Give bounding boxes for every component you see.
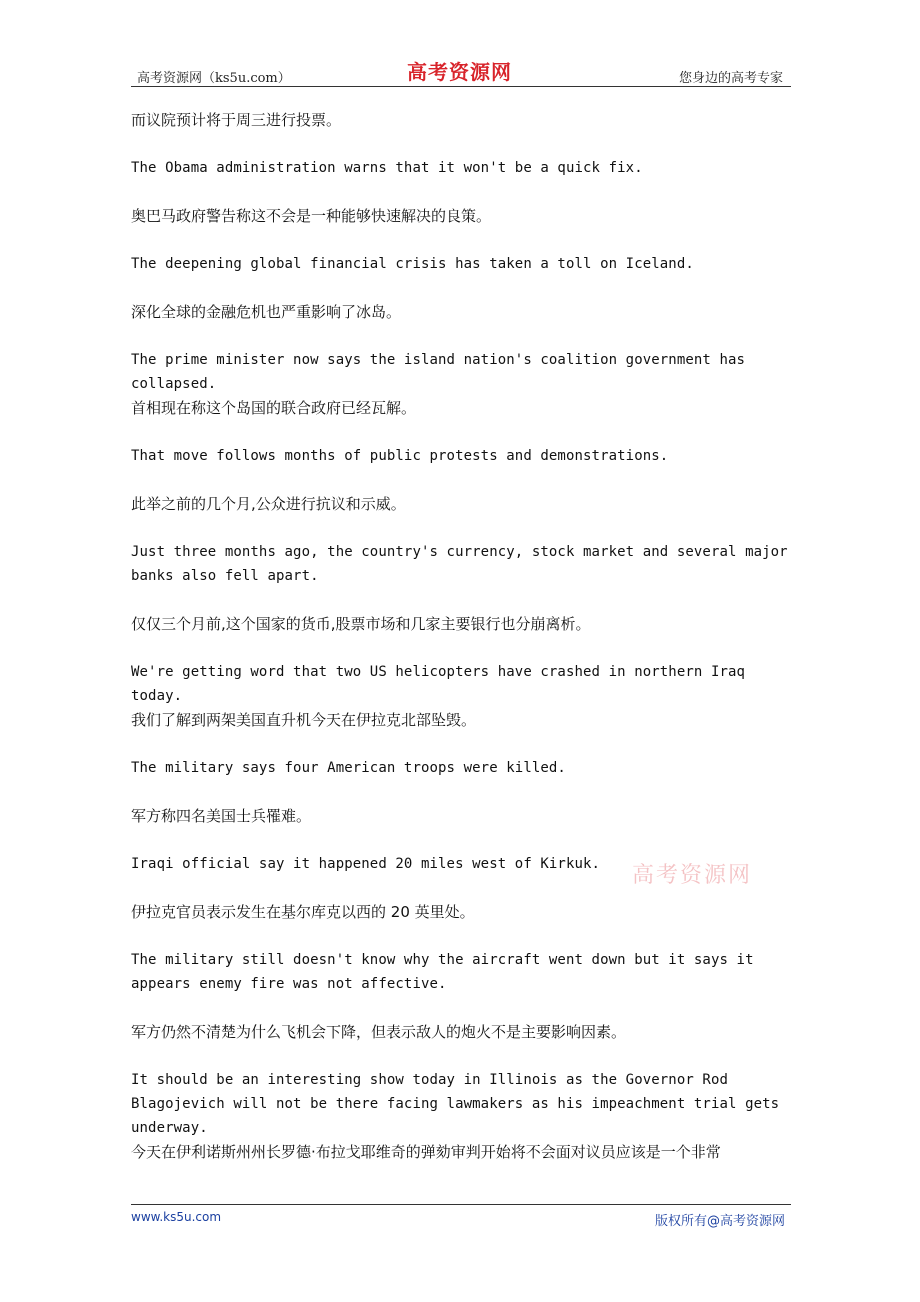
header-slogan: 您身边的高考专家: [678, 71, 783, 86]
english-sentence: The deepening global financial crisis has taken a toll on Iceland.: [131, 256, 694, 272]
english-sentence: We're getting word that two US helicopters have crashed in northern Iraq today.: [131, 664, 746, 704]
chinese-translation: 仅仅三个月前,这个国家的货币,股票市场和几家主要银行也分崩离析。: [131, 615, 591, 633]
english-sentence: Just three months ago, the country's currency, stock market and several major banks also fell apart.: [131, 544, 788, 584]
chinese-translation: 此举之前的几个月,公众进行抗议和示威。: [131, 495, 406, 513]
chinese-translation: 奥巴马政府警告称这不会是一种能够快速解决的良策。: [131, 207, 492, 225]
english-sentence: It should be an interesting show today in Illinois as the Governor Rod Blagojevich will not be there facing lawmakers as his impeachment trial gets underway.: [131, 1072, 780, 1136]
chinese-translation: 军方称四名美国士兵罹难。: [131, 807, 312, 825]
english-sentence: The military says four American troops were killed.: [131, 760, 566, 776]
footer-copyright: 版权所有@高考资源网: [654, 1214, 785, 1229]
chinese-translation: 首相现在称这个岛国的联合政府已经瓦解。: [131, 399, 417, 417]
english-sentence: The military still doesn't know why the aircraft went down but it says it appears enemy fire was not affective.: [131, 952, 754, 992]
page-header: [131, 56, 791, 87]
english-sentence: Iraqi official say it happened 20 miles west of Kirkuk.: [131, 856, 601, 872]
english-sentence: The prime minister now says the island nation's coalition government has collapsed.: [131, 352, 746, 392]
chinese-translation: 伊拉克官员表示发生在基尔库克以西的 20 英里处。: [131, 903, 475, 921]
page-footer: [131, 1204, 791, 1231]
chinese-translation: 今天在伊利诺斯州州长罗德·布拉戈耶维奇的弹劾审判开始将不会面对议员应该是一个非常: [131, 1143, 721, 1161]
english-sentence: That move follows months of public protests and demonstrations.: [131, 448, 669, 464]
header-logo: 高考资源网: [407, 60, 512, 84]
footer-link[interactable]: www.ks5u.com: [131, 1210, 222, 1224]
header-site-name: 高考资源网（ks5u.com）: [137, 71, 291, 86]
watermark-logo: 高考资源网: [632, 863, 753, 888]
chinese-translation: 深化全球的金融危机也严重影响了冰岛。: [131, 303, 402, 321]
english-sentence: The Obama administration warns that it won't be a quick fix.: [131, 160, 643, 176]
chinese-translation: 而议院预计将于周三进行投票。: [131, 111, 342, 129]
chinese-translation: 我们了解到两架美国直升机今天在伊拉克北部坠毁。: [131, 711, 477, 729]
chinese-translation: 军方仍然不清楚为什么飞机会下降，但表示敌人的炮火不是主要影响因素。: [131, 1023, 627, 1041]
